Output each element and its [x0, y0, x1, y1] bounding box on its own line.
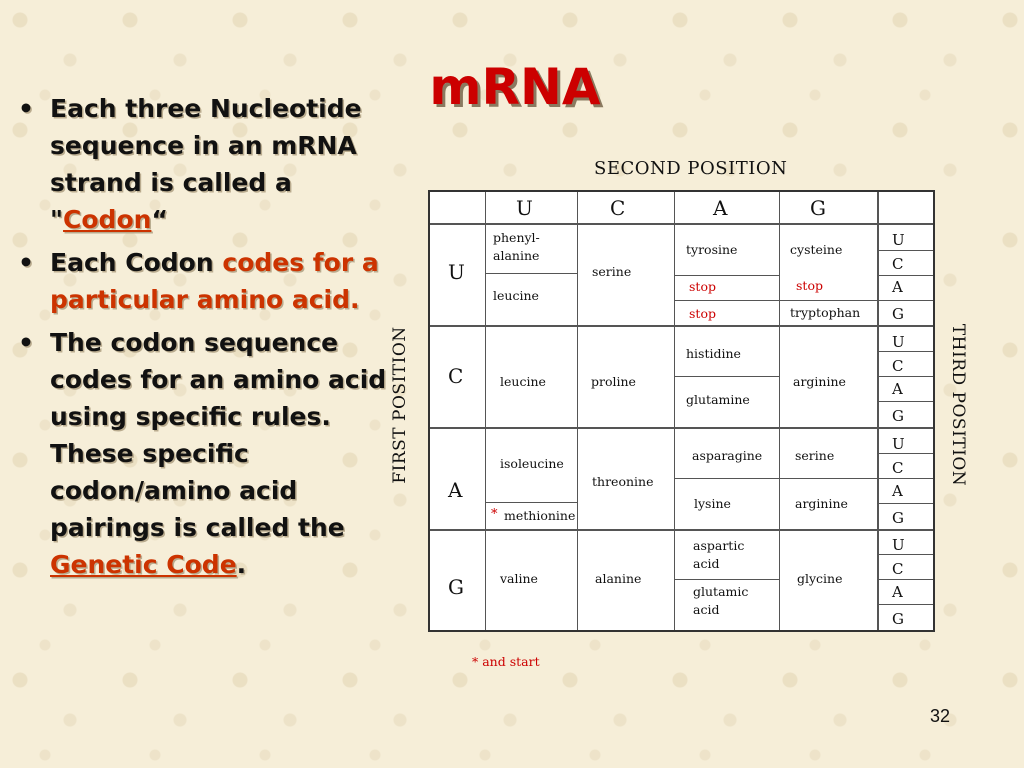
amino-acid-cell: serine: [795, 448, 835, 463]
slide-title: mRNA: [429, 58, 601, 116]
amino-acid-cell: leucine: [500, 374, 546, 389]
first-base-c: C: [448, 364, 464, 388]
grid-line: [485, 502, 577, 503]
first-base-a: A: [448, 478, 463, 502]
grid-line: [879, 604, 933, 605]
third-base: C: [892, 357, 904, 375]
first-base-g: G: [448, 575, 464, 599]
amino-acid-cell: lysine: [694, 496, 731, 511]
genetic-code-term: Genetic Code: [50, 550, 237, 579]
third-base: U: [892, 333, 905, 351]
stop-codon-cell: stop: [796, 278, 823, 293]
bullet-item: [10, 244, 390, 318]
amino-acid-cell: alanine: [493, 248, 540, 263]
grid-line: [779, 192, 780, 630]
second-base-a: A: [713, 196, 728, 220]
bullet-item: [10, 90, 390, 238]
amino-acid-cell: tryptophan: [790, 305, 861, 320]
grid-line: [430, 427, 933, 429]
grid-line: [674, 275, 779, 276]
amino-acid-cell: glutamine: [686, 392, 750, 407]
grid-line: [674, 300, 779, 301]
grid-line: [430, 529, 933, 531]
grid-line: [879, 250, 933, 251]
amino-acid-cell: proline: [591, 374, 636, 389]
first-base-u: U: [448, 260, 465, 284]
third-base: U: [892, 536, 905, 554]
amino-acid-cell: leucine: [493, 288, 539, 303]
bullet-text: The codon sequence codes for an amino acid using specific rules. These specific codon/amino acid pairings is called the: [50, 328, 387, 542]
stop-codon-cell: stop: [689, 279, 716, 294]
grid-line: [879, 478, 933, 479]
third-base: G: [892, 509, 904, 527]
bullet-dot-icon: •: [18, 248, 34, 277]
grid-line: [674, 192, 675, 630]
third-base: G: [892, 407, 904, 425]
first-position-label: FIRST POSITION: [390, 326, 410, 484]
start-marker: *: [491, 507, 498, 522]
amino-acid-cell: histidine: [686, 346, 741, 361]
bullet-list: [10, 90, 390, 589]
grid-line: [879, 453, 933, 454]
amino-acid-cell: aspartic: [693, 538, 745, 553]
grid-line: [577, 192, 578, 630]
grid-line: [879, 300, 933, 301]
grid-line: [879, 554, 933, 555]
grid-line: [430, 325, 933, 327]
third-base: C: [892, 560, 904, 578]
bullet-dot-icon: •: [18, 94, 34, 123]
amino-acid-cell: valine: [500, 571, 538, 586]
amino-acid-cell: cysteine: [790, 242, 843, 257]
grid-line: [879, 579, 933, 580]
grid-line: [879, 351, 933, 352]
amino-acid-cell: asparagine: [692, 448, 763, 463]
third-base: A: [892, 380, 903, 398]
bullet-text: .: [236, 550, 247, 579]
stop-codon-cell: stop: [689, 306, 716, 321]
amino-acid-cell: glycine: [797, 571, 843, 586]
amino-acid-cell: glutamic: [693, 584, 749, 599]
third-base: G: [892, 305, 904, 323]
slide-number: 32: [930, 706, 951, 726]
codon-term: Codon: [63, 205, 152, 234]
amino-acid-cell: acid: [693, 556, 720, 571]
third-base: A: [892, 278, 903, 296]
second-base-c: C: [610, 196, 626, 220]
grid-line: [430, 223, 933, 225]
bullet-item: [10, 324, 390, 583]
grid-line: [674, 478, 877, 479]
amino-acid-cell: tyrosine: [686, 242, 738, 257]
third-base: C: [892, 255, 904, 273]
third-base: U: [892, 231, 905, 249]
amino-acid-cell: arginine: [795, 496, 848, 511]
amino-acid-cell: isoleucine: [500, 456, 564, 471]
grid-line: [779, 300, 877, 301]
second-base-u: U: [516, 196, 533, 220]
third-base: U: [892, 435, 905, 453]
amino-acid-cell: acid: [693, 602, 720, 617]
footnote: * and start: [472, 654, 540, 669]
amino-acid-cell: threonine: [592, 474, 654, 489]
bullet-text: Each three Nucleotide sequence in an mRNA strand is called a ": [50, 94, 362, 234]
grid-line: [879, 503, 933, 504]
grid-line: [485, 273, 577, 274]
grid-line: [879, 401, 933, 402]
bullet-text: Each Codon: [50, 248, 223, 277]
third-base: G: [892, 610, 904, 628]
highlight-text: codes for a particular amino acid.: [50, 248, 379, 314]
amino-acid-cell: phenyl-: [493, 230, 540, 245]
third-base: A: [892, 583, 903, 601]
grid-line: [674, 376, 779, 377]
third-position-label: THIRD POSITION: [948, 323, 968, 487]
grid-line: [485, 192, 486, 630]
bullet-text: “: [151, 205, 168, 234]
amino-acid-cell: serine: [592, 264, 632, 279]
grid-line: [879, 376, 933, 377]
bullet-dot-icon: •: [18, 328, 34, 357]
second-base-g: G: [810, 196, 826, 220]
grid-line: [674, 579, 779, 580]
grid-line: [879, 275, 933, 276]
amino-acid-cell: arginine: [793, 374, 846, 389]
second-position-label: SECOND POSITION: [594, 158, 788, 179]
grid-line: [877, 192, 879, 630]
codon-table: [428, 190, 935, 632]
amino-acid-cell: methionine: [504, 508, 576, 523]
third-base: C: [892, 459, 904, 477]
third-base: A: [892, 482, 903, 500]
amino-acid-cell: alanine: [595, 571, 642, 586]
